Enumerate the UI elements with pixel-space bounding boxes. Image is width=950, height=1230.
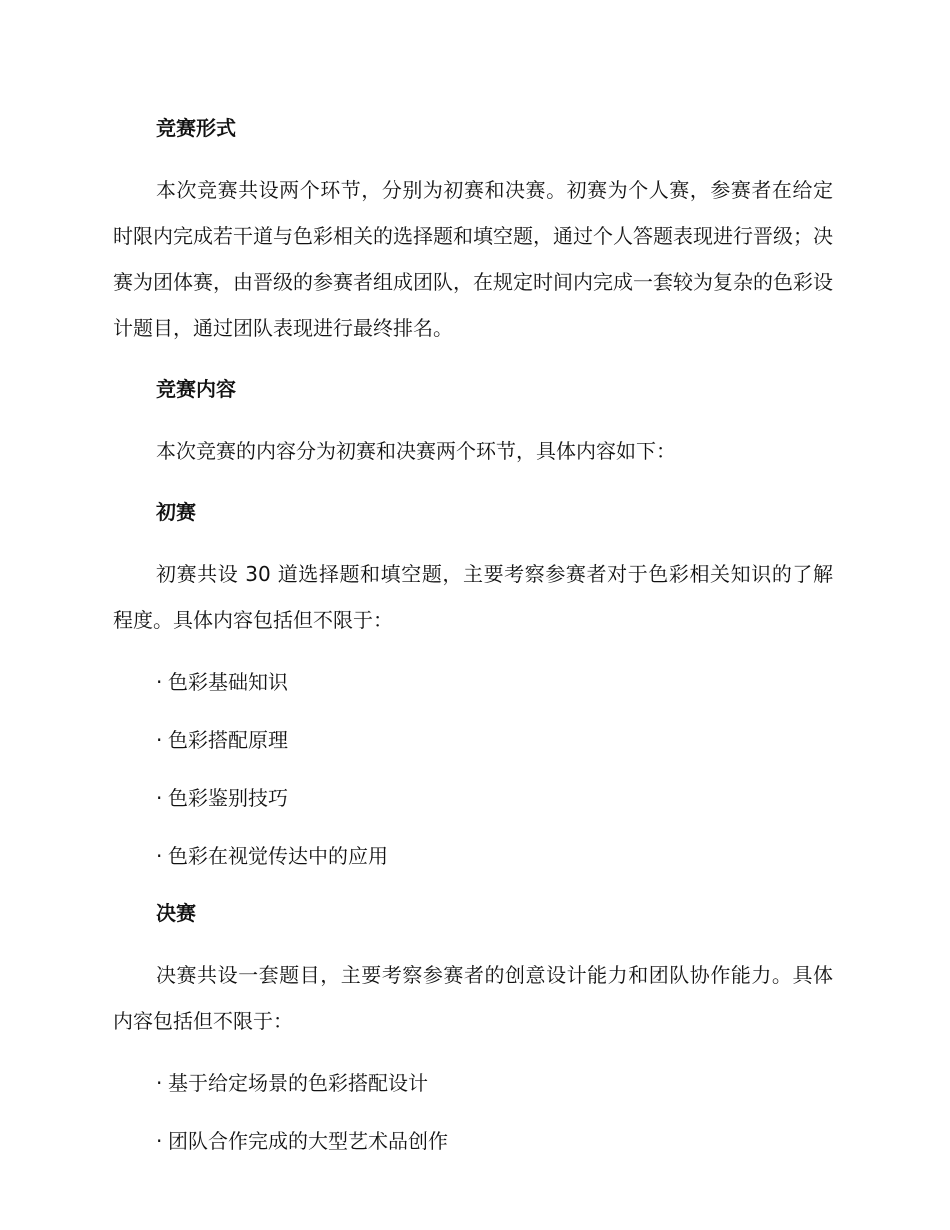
document-body [113, 112, 833, 1182]
section-heading-competition-format: 竞赛形式 [156, 116, 236, 140]
section-heading-preliminary: 初赛 [156, 500, 196, 524]
list-item-text: 色彩鉴别技巧 [168, 786, 288, 810]
list-item [113, 1124, 833, 1158]
preliminary-topic-list [113, 665, 833, 873]
list-item-text: 色彩基础知识 [168, 670, 288, 694]
list-item [113, 839, 833, 873]
section-paragraph-competition-content: 本次竞赛的内容分为初赛和决赛两个环节，具体内容如下： [156, 439, 676, 463]
section-paragraph-preliminary: 初赛共设 30 道选择题和填空题，主要考察参赛者对于色彩相关知识的了解程度。具体内容包括但不限于： [113, 562, 833, 632]
list-item [113, 1066, 833, 1100]
bullet-icon: · [156, 1129, 163, 1153]
list-item [113, 781, 833, 815]
final-topic-list [113, 1066, 833, 1158]
section-heading-competition-content: 竞赛内容 [156, 377, 236, 401]
section-heading-final: 决赛 [156, 901, 196, 925]
bullet-icon: · [156, 844, 163, 868]
list-item [113, 723, 833, 757]
list-item-text: 色彩搭配原理 [168, 728, 288, 752]
bullet-icon: · [156, 1071, 163, 1095]
list-item-text: 基于给定场景的色彩搭配设计 [168, 1071, 428, 1095]
list-item-text: 色彩在视觉传达中的应用 [168, 844, 388, 868]
section-paragraph-competition-format: 本次竞赛共设两个环节，分别为初赛和决赛。初赛为个人赛，参赛者在给定时限内完成若干道与色彩相关的选择题和填空题，通过个人答题表现进行晋级；决赛为团体赛，由晋级的参赛者组成团队，在规定时间内完成一套较为复杂的色彩设计题目，通过团队表现进行最终排名。 [113, 178, 833, 340]
bullet-icon: · [156, 670, 163, 694]
list-item [113, 665, 833, 699]
bullet-icon: · [156, 728, 163, 752]
bullet-icon: · [156, 786, 163, 810]
list-item-text: 团队合作完成的大型艺术品创作 [168, 1129, 448, 1153]
section-paragraph-final: 决赛共设一套题目，主要考察参赛者的创意设计能力和团队协作能力。具体内容包括但不限于： [113, 963, 833, 1033]
